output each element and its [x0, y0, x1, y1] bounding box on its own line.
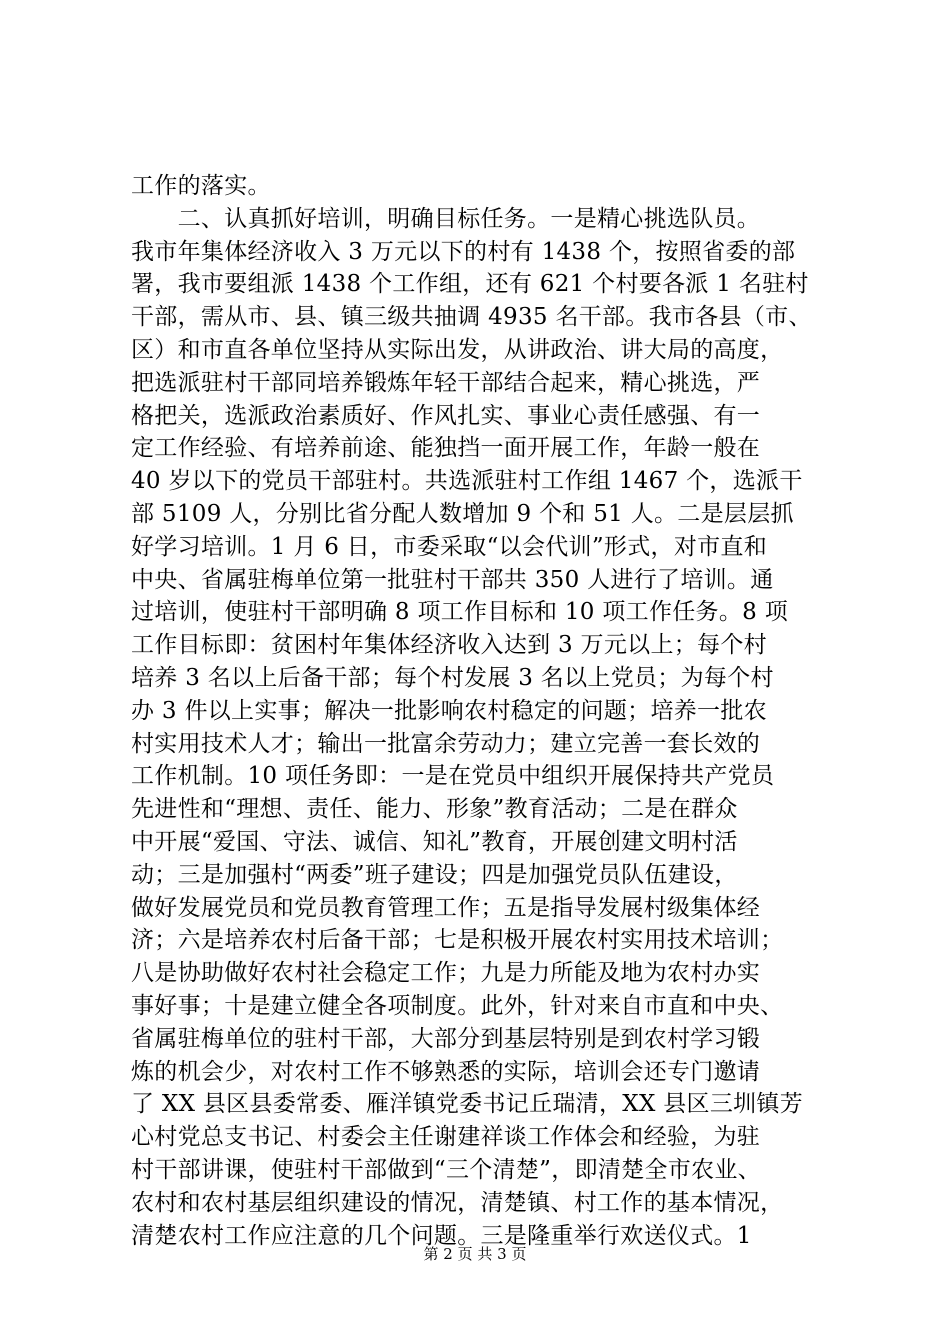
text-line: 八是协助做好农村社会稳定工作；九是力所能及地为农村办实 [131, 960, 761, 987]
page-indicator: 第 2 页 共 3 页 [423, 1245, 527, 1263]
text-line: 中央、省属驻梅单位第一批驻村干部共 350 人进行了培训。通 [131, 566, 774, 593]
text-line: 济；六是培养农村后备干部；七是积极开展农村实用技术培训； [131, 927, 784, 954]
text-line: 二、认真抓好培训，明确目标任务。一是精心挑选队员。 [131, 205, 761, 232]
text-line: 署，我市要组派 1438 个工作组，还有 621 个村要各派 1 名驻村 [131, 271, 809, 298]
text-line: 工作目标即：贫困村年集体经济收入达到 3 万元以上；每个村 [131, 632, 767, 659]
text-line: 村实用技术人才；输出一批富余劳动力；建立完善一套长效的 [131, 730, 761, 757]
body-text [131, 170, 831, 1252]
text-line: 村干部讲课，使驻村干部做到“三个清楚”，即清楚全市农业、 [131, 1156, 761, 1183]
text-line: 定工作经验、有培养前途、能独挡一面开展工作，年龄一般在 [131, 435, 761, 462]
text-line: 干部，需从市、县、镇三级共抽调 4935 名干部。我市各县（市、 [131, 304, 812, 331]
text-line: 清楚农村工作应注意的几个问题。三是隆重举行欢送仪式。1 [131, 1222, 752, 1249]
text-line: 办 3 件以上实事；解决一批影响农村稳定的问题；培养一批农 [131, 697, 767, 724]
text-line: 好学习培训。1 月 6 日，市委采取“以会代训”形式，对市直和 [131, 533, 768, 560]
page-footer [0, 1244, 950, 1264]
text-line: 过培训，使驻村干部明确 8 项工作目标和 10 项工作任务。8 项 [131, 599, 788, 626]
text-line: 格把关，选派政治素质好、作风扎实、事业心责任感强、有一 [131, 402, 761, 429]
text-line: 区）和市直各单位坚持从实际出发，从讲政治、讲大局的高度， [131, 336, 784, 363]
text-line: 做好发展党员和党员教育管理工作；五是指导发展村级集体经 [131, 894, 761, 921]
text-line: 部 5109 人，分别比省分配人数增加 9 个和 51 人。二是层层抓 [131, 500, 794, 527]
text-line: 把选派驻村干部同培养锻炼年轻干部结合起来，精心挑选，严 [131, 369, 761, 396]
text-line: 了 XX 县区县委常委、雁洋镇党委书记丘瑞清，XX 县区三圳镇芳 [131, 1091, 804, 1118]
text-line: 心村党总支书记、村委会主任谢建祥谈工作体会和经验，为驻 [131, 1124, 761, 1151]
text-line: 动；三是加强村“两委”班子建设；四是加强党员队伍建设， [131, 861, 738, 888]
text-line: 工作机制。10 项任务即：一是在党员中组织开展保持共产党员 [131, 763, 775, 790]
text-line: 农村和农村基层组织建设的情况，清楚镇、村工作的基本情况， [131, 1189, 784, 1216]
text-line: 40 岁以下的党员干部驻村。共选派驻村工作组 1467 个，选派干 [131, 468, 803, 495]
text-line: 省属驻梅单位的驻村干部，大部分到基层特别是到农村学习锻 [131, 1025, 761, 1052]
text-line: 我市年集体经济收入 3 万元以下的村有 1438 个，按照省委的部 [131, 238, 796, 265]
text-line: 炼的机会少，对农村工作不够熟悉的实际，培训会还专门邀请 [131, 1058, 761, 1085]
text-line: 事好事；十是建立健全各项制度。此外，针对来自市直和中央、 [131, 992, 784, 1019]
text-line: 培养 3 名以上后备干部；每个村发展 3 名以上党员；为每个村 [131, 664, 774, 691]
text-line: 工作的落实。 [131, 173, 271, 199]
text-line: 先进性和“理想、责任、能力、形象”教育活动；二是在群众 [131, 796, 738, 823]
text-line: 中开展“爱国、守法、诚信、知礼”教育，开展创建文明村活 [131, 828, 738, 855]
